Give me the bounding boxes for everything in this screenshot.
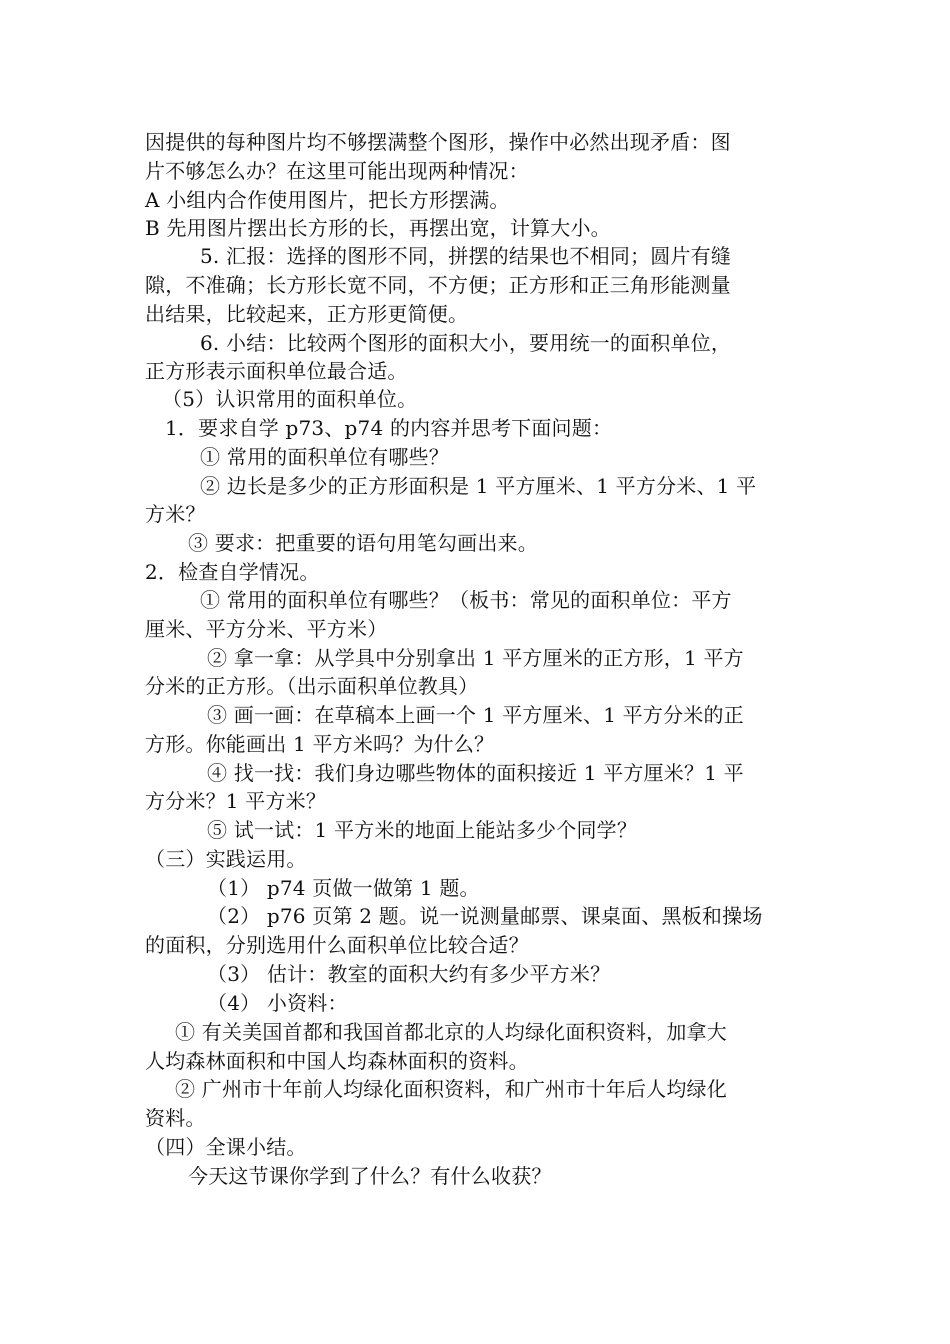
text-line: 2．检查自学情况。 bbox=[145, 560, 320, 584]
text-line: 1．要求自学 p73、p74 的内容并思考下面问题： bbox=[165, 416, 613, 440]
text-line: ① 常用的面积单位有哪些？（板书：常见的面积单位：平方 bbox=[200, 588, 732, 612]
text-line: 方米？ bbox=[145, 502, 206, 526]
text-line: （1） p74 页做一做第 1 题。 bbox=[207, 876, 480, 900]
text-line: ② 边长是多少的正方形面积是 1 平方厘米、1 平方分米、1 平 bbox=[200, 474, 757, 498]
text-line: 因提供的每种图片均不够摆满整个图形，操作中必然出现矛盾：图 bbox=[145, 130, 731, 154]
text-line: （4） 小资料： bbox=[207, 991, 348, 1015]
text-line: 的面积，分别选用什么面积单位比较合适？ bbox=[145, 933, 529, 957]
text-line: （5）认识常用的面积单位。 bbox=[162, 387, 418, 411]
text-line: 6. 小结：比较两个图形的面积大小，要用统一的面积单位， bbox=[200, 331, 732, 355]
text-line: 人均森林面积和中国人均森林面积的资料。 bbox=[145, 1049, 529, 1073]
text-line: 5. 汇报：选择的图形不同，拼摆的结果也不相同；圆片有缝 bbox=[200, 244, 732, 268]
text-line: （3） 估计：教室的面积大约有多少平方米？ bbox=[207, 962, 611, 986]
text-line: ② 广州市十年前人均绿化面积资料，和广州市十年后人均绿化 bbox=[175, 1077, 727, 1101]
text-line: 厘米、平方分米、平方米） bbox=[145, 617, 388, 641]
text-line: 方分米？1 平方米？ bbox=[145, 789, 327, 813]
text-line: 正方形表示面积单位最合适。 bbox=[145, 359, 408, 383]
text-line: ① 常用的面积单位有哪些？ bbox=[200, 445, 449, 469]
text-line: 今天这节课你学到了什么？有什么收获？ bbox=[188, 1164, 552, 1188]
text-line: （四）全课小结。 bbox=[145, 1135, 307, 1159]
text-line: 片不够怎么办？在这里可能出现两种情况： bbox=[145, 159, 529, 183]
text-line: 方形。你能画出 1 平方米吗？为什么？ bbox=[145, 732, 495, 756]
text-line: ④ 找一找：我们身边哪些物体的面积接近 1 平方厘米？1 平 bbox=[207, 761, 744, 785]
text-line: B 先用图片摆出长方形的长，再摆出宽，计算大小。 bbox=[145, 216, 611, 240]
text-line: ③ 要求：把重要的语句用笔勾画出来。 bbox=[188, 531, 538, 555]
text-line: 出结果，比较起来，正方形更简便。 bbox=[145, 302, 469, 326]
text-line: A 小组内合作使用图片，把长方形摆满。 bbox=[145, 188, 510, 212]
text-line: 分米的正方形。（出示面积单位教具） bbox=[145, 674, 479, 698]
text-line: ① 有关美国首都和我国首都北京的人均绿化面积资料，加拿大 bbox=[175, 1020, 727, 1044]
text-line: （三）实践运用。 bbox=[145, 847, 307, 871]
text-line: 隙，不准确；长方形长宽不同，不方便；正方形和正三角形能测量 bbox=[145, 273, 731, 297]
text-line: 资料。 bbox=[145, 1106, 206, 1130]
text-line: ⑤ 试一试：1 平方米的地面上能站多少个同学？ bbox=[207, 818, 638, 842]
text-line: ③ 画一画：在草稿本上画一个 1 平方厘米、1 平方分米的正 bbox=[207, 703, 744, 727]
text-line: （2） p76 页第 2 题。说一说测量邮票、课桌面、黑板和操场 bbox=[207, 904, 763, 928]
text-line: ② 拿一拿：从学具中分别拿出 1 平方厘米的正方形，1 平方 bbox=[207, 646, 744, 670]
